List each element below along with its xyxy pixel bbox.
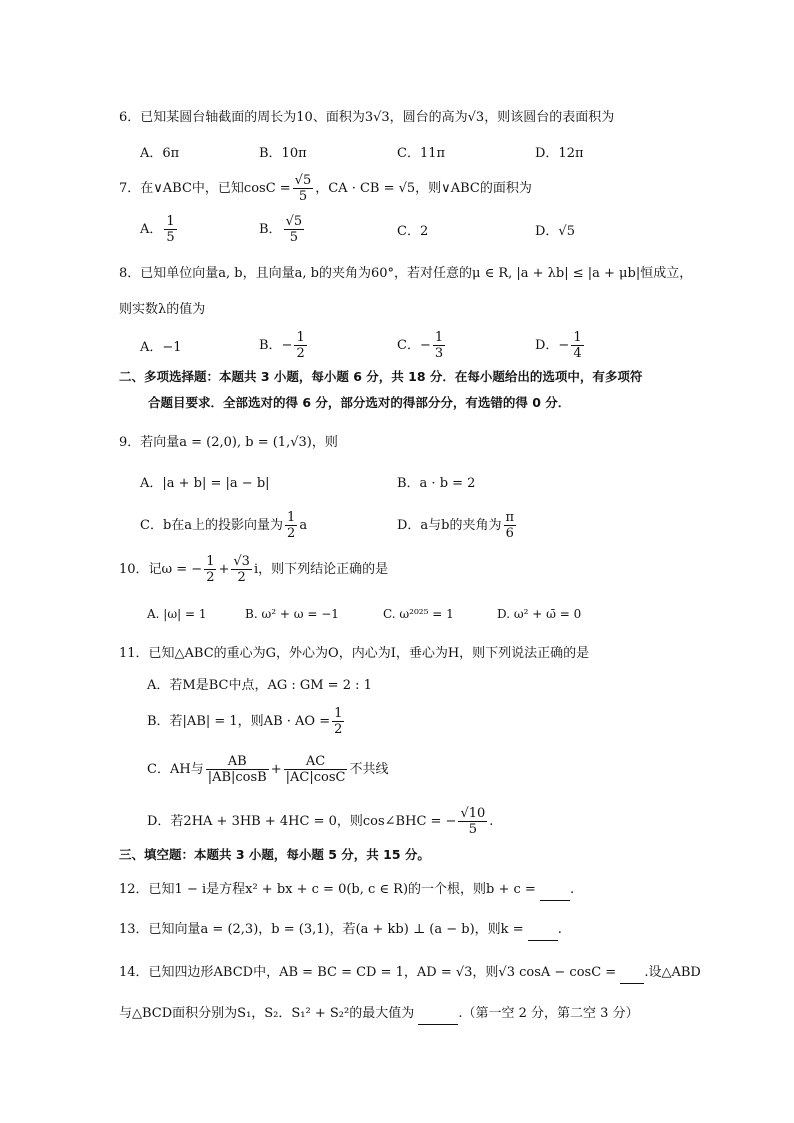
q12-end: . <box>569 882 575 897</box>
q9-c-post: a <box>299 518 308 533</box>
q11-c-fraction-1 <box>206 754 269 785</box>
question-9-stem: 9．若向量a = (2,0), b = (1,√3)，则 <box>119 435 338 450</box>
q8-d-num: 1 <box>573 330 582 345</box>
q9-d-pre: D．a与b的夹角为 <box>397 518 502 533</box>
q10-f1-den: 2 <box>206 570 215 585</box>
q7-a-den: 5 <box>166 230 175 245</box>
q9-c-fraction <box>285 510 297 541</box>
q9-d-num: π <box>505 510 515 525</box>
q14-answer-blank-1[interactable] <box>620 963 644 984</box>
q14-line2-text: 与△BCD面积分别为S₁，S₂．S₁² + S₂²的最大值为 <box>119 1006 415 1021</box>
q11-d-fraction <box>458 806 487 837</box>
q7-option-a <box>140 214 179 245</box>
q9-option-c <box>140 510 307 541</box>
q9-c-num: 1 <box>287 510 296 525</box>
q11-b-num: 1 <box>334 706 343 721</box>
q8-option-d <box>535 330 586 361</box>
q6-option-a: A．6π <box>140 146 180 161</box>
q10-f2-num: √3 <box>233 554 250 569</box>
q7-stem-post: ，CA · CB = √5，则∨ABC的面积为 <box>315 181 532 196</box>
question-6-stem: 6．已知某圆台轴截面的周长为10、面积为3√3，圆台的高为√3，则该圆台的表面积为 <box>119 110 615 125</box>
q9-c-pre: C．b在a上的投影向量为 <box>140 518 284 533</box>
q8-d-label: D．− <box>535 338 570 353</box>
question-11-stem: 11．已知△ABC的重心为G，外心为O，内心为I，垂心为H，则下列说法正确的是 <box>119 646 590 661</box>
q11-option-a: A．若M是BC中点，AG : GM = 2 : 1 <box>147 678 372 693</box>
question-7-stem <box>119 173 532 204</box>
q13-answer-blank[interactable] <box>528 920 558 941</box>
q6-option-d: D．12π <box>535 146 584 161</box>
q11-d-post: . <box>489 814 494 829</box>
q10-option-b: B. ω² + ω = −1 <box>245 607 339 621</box>
q7-a-fraction <box>164 214 176 245</box>
q7-stem-pre: 7．在∨ABC中，已知cosC = <box>119 181 291 196</box>
q7-option-b <box>259 214 306 245</box>
q12-text: 12．已知1 − i是方程x² + bx + c = 0(b, c ∈ R)的一个根，则b + c = <box>119 882 536 897</box>
q7-option-d: D．√5 <box>535 224 575 239</box>
q11-b-pre: B．若|AB| = 1，则AB · AO = <box>147 714 331 729</box>
q10-f1-num: 1 <box>206 554 215 569</box>
q10-fraction-2 <box>231 554 252 585</box>
q8-b-fraction <box>294 330 306 361</box>
q7-a-label: A． <box>140 222 163 237</box>
q8-d-fraction <box>571 330 583 361</box>
q11-c-f2-num: AC <box>284 754 348 770</box>
q11-c-post: 不共线 <box>349 762 389 777</box>
question-8-stem-line1: 8．已知单位向量a, b，且向量a, b的夹角为60°，若对任意的μ ∈ R, |a + λb| ≤ |a + μb|恒成立， <box>119 266 693 281</box>
q9-option-a: A．|a + b| = |a − b| <box>140 476 270 491</box>
q7-fraction <box>293 173 314 204</box>
q7-b-den: 5 <box>289 230 298 245</box>
q7-b-label: B． <box>259 222 282 237</box>
q7-a-num: 1 <box>166 214 175 229</box>
q11-option-c <box>147 754 388 785</box>
q10-fraction-1 <box>204 554 216 585</box>
q7-frac-num: √5 <box>294 173 312 188</box>
question-10-stem <box>119 554 388 585</box>
q9-option-d <box>397 510 518 541</box>
q8-option-c <box>397 330 447 361</box>
q14-answer-blank-2[interactable] <box>418 1004 458 1025</box>
q9-option-b: B．a · b = 2 <box>397 476 476 491</box>
q8-c-label: C．− <box>397 338 431 353</box>
q11-option-b <box>147 706 346 737</box>
q7-option-c: C．2 <box>397 224 429 239</box>
q11-b-den: 2 <box>334 722 343 737</box>
q8-c-fraction <box>433 330 445 361</box>
q13-text: 13．已知向量a = (2,3)，b = (3,1)，若(a + kb) ⊥ (a − b)，则k = <box>119 922 524 937</box>
q8-d-den: 4 <box>573 346 582 361</box>
q8-b-label: B．− <box>259 338 293 353</box>
q14-line1-text: 14．已知四边形ABCD中，AB = BC = CD = 1，AD = √3，则√3 cosA − cosC = <box>119 965 617 980</box>
q10-option-c: C. ω²⁰²⁵ = 1 <box>383 607 454 621</box>
q8-c-num: 1 <box>434 330 444 345</box>
q11-c-f1-num: AB <box>206 754 269 770</box>
section-2-heading-line2: 合题目要求．全部选对的得 6 分，部分选对的得部分分，有选错的得 0 分． <box>148 395 571 410</box>
q14-line2-end: .（第一空 2 分，第二空 3 分） <box>458 1006 639 1021</box>
q11-d-num: √10 <box>460 806 486 821</box>
q11-c-fraction-2 <box>284 754 348 785</box>
section-3-heading: 三、填空题：本题共 3 小题，每小题 5 分，共 15 分。 <box>119 847 430 862</box>
q8-option-a: A．−1 <box>140 340 182 355</box>
q11-c-f1-den: |AB|cosB <box>207 770 267 785</box>
q10-stem-post: i，则下列结论正确的是 <box>253 562 389 577</box>
q8-b-num: 1 <box>296 330 305 345</box>
q10-stem-pre: 10．记ω = − <box>119 562 203 577</box>
q8-c-den: 3 <box>434 346 444 361</box>
q6-option-c: C．11π <box>397 146 446 161</box>
q11-d-den: 5 <box>468 822 477 837</box>
q9-c-den: 2 <box>287 526 296 541</box>
q11-d-pre: D．若2HA + 3HB + 4HC = 0，则cos∠BHC = − <box>147 814 457 829</box>
question-13-stem <box>119 920 562 941</box>
question-14-line2 <box>119 1004 639 1025</box>
q9-d-fraction <box>504 510 517 541</box>
q7-frac-den: 5 <box>298 189 308 204</box>
q11-b-fraction <box>332 706 344 737</box>
q9-d-den: 6 <box>505 526 514 541</box>
q10-f2-den: 2 <box>237 570 246 585</box>
question-8-stem-line2: 则实数λ的值为 <box>119 302 206 317</box>
question-12-stem <box>119 880 574 901</box>
q11-c-f2-den: |AC|cosC <box>285 770 346 785</box>
q8-option-b <box>259 330 309 361</box>
question-14-line1 <box>119 963 701 984</box>
q12-answer-blank[interactable] <box>540 880 570 901</box>
q11-c-pre: C．AH与 <box>147 762 204 777</box>
q10-option-d: D. ω² + ω̄ = 0 <box>497 607 582 621</box>
q11-option-d <box>147 806 493 837</box>
q6-option-b: B．10π <box>259 146 307 161</box>
q10-plus: + <box>218 562 230 577</box>
q10-option-a: A. |ω| = 1 <box>147 607 207 621</box>
section-2-heading: 二、多项选择题：本题共 3 小题，每小题 6 分，共 18 分．在每小题给出的选项中，有多项符 <box>119 369 643 384</box>
q14-line1-end: .设△ABD <box>644 965 701 980</box>
q13-end: . <box>557 922 562 937</box>
q8-b-den: 2 <box>296 346 305 361</box>
q7-b-num: √5 <box>285 214 303 229</box>
q7-b-fraction <box>284 214 305 245</box>
q11-c-plus: + <box>270 762 282 777</box>
